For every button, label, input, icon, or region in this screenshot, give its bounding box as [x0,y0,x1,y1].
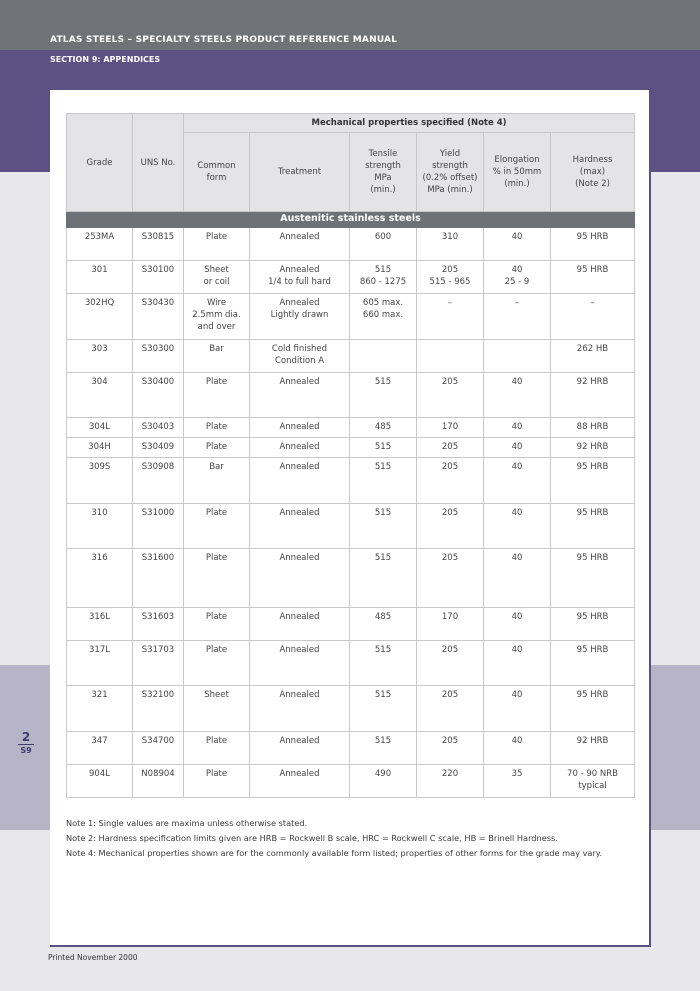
cell-elongation [484,294,551,340]
cell-treatment [250,641,350,686]
cell-grade: 317L [67,641,133,686]
cell-common-form [184,228,250,261]
cell-line: 40 [511,690,523,700]
cell-uns-number: S30100 [133,261,184,294]
col-header-elongation-line: (min.) [504,179,530,189]
table-row [67,686,635,732]
cell-line: 95 HRB [576,690,609,700]
cell-line: 40 [511,377,523,387]
table-row [67,340,635,373]
cell-yield-strength [417,549,484,608]
cell-line: – [590,298,595,308]
cell-common-form [184,458,250,504]
cell-line: Plate [205,769,228,779]
cell-line: Annealed [279,690,320,700]
page-number: 2 [18,730,34,745]
page-number-tab [18,730,34,757]
col-header-form-line: Common [197,161,236,171]
cell-uns-number: S30300 [133,340,184,373]
category-row [67,212,635,228]
cell-line: Plate [205,553,228,563]
cell-line: 95 HRB [576,645,609,655]
cell-tensile-strength [350,765,417,798]
cell-line: – [514,298,520,308]
cell-line: Annealed [279,612,320,622]
cell-line: 70 - 90 NRB [567,769,618,779]
note-1: Note 1: Single values are maxima unless otherwise stated. [66,818,308,828]
cell-elongation [484,261,551,294]
cell-tensile-strength [350,686,417,732]
col-header-hardness-line: Hardness [572,155,613,165]
cell-yield-strength [417,228,484,261]
section-title: SECTION 9: APPENDICES [50,55,161,64]
cell-line: Annealed [279,298,320,308]
cell-treatment [250,294,350,340]
cell-line: Annealed [279,508,320,518]
cell-line: 205 [441,553,459,563]
cell-line: 1/4 to full hard [268,277,331,287]
cell-line: 92 HRB [576,442,609,452]
cell-grade: 304L [67,418,133,438]
cell-treatment [250,765,350,798]
cell-line: Annealed [279,442,320,452]
cell-common-form [184,686,250,732]
col-header-tensile-line: MPa [374,173,392,183]
cell-line: Plate [205,645,228,655]
cell-common-form [184,549,250,608]
cell-uns-number: S34700 [133,732,184,765]
cell-hardness [551,261,635,294]
mechanical-properties-table [66,113,635,798]
col-header-yield-line: Yield [439,149,461,159]
cell-line: 40 [511,612,523,622]
cell-uns-number: S30403 [133,418,184,438]
cell-grade: 310 [67,504,133,549]
cell-uns-number: S31000 [133,504,184,549]
cell-yield-strength [417,438,484,458]
cell-grade: 316L [67,608,133,641]
cell-uns-number: S31703 [133,641,184,686]
cell-grade: 321 [67,686,133,732]
cell-line: 515 [374,442,392,452]
group-header-mechanical: Mechanical properties specified (Note 4) [184,114,635,133]
cell-grade: 309S [67,458,133,504]
table-row [67,549,635,608]
cell-uns-number: S30815 [133,228,184,261]
cell-line: Lightly drawn [270,310,329,320]
cell-elongation [484,686,551,732]
cell-uns-number: S30908 [133,458,184,504]
cell-line: Annealed [279,265,320,275]
cell-line: Sheet [204,265,229,275]
table-row [67,504,635,549]
cell-line: 95 HRB [576,265,609,275]
col-header-hardness-line: (Note 2) [575,179,610,189]
cell-tensile-strength [350,228,417,261]
cell-line: Annealed [279,553,320,563]
cell-yield-strength [417,294,484,340]
col-header-hardness [551,133,635,212]
cell-line: or coil [203,277,230,287]
cell-line: 35 [511,769,523,779]
cell-grade: 303 [67,340,133,373]
cell-line: 205 [441,265,459,275]
cell-elongation [484,340,551,373]
col-header-elongation-line: % in 50mm [492,167,542,177]
cell-grade: 253MA [67,228,133,261]
cell-line: 25 - 9 [504,277,530,287]
cell-common-form [184,641,250,686]
cell-hardness [551,641,635,686]
col-header-tensile-line: (min.) [370,185,396,195]
cell-line: 40 [511,422,523,432]
cell-common-form [184,765,250,798]
cell-grade: 302HQ [67,294,133,340]
table-row [67,458,635,504]
cell-hardness [551,340,635,373]
cell-common-form [184,418,250,438]
cell-hardness [551,732,635,765]
cell-uns-number: S30430 [133,294,184,340]
cell-line: Plate [205,612,228,622]
cell-hardness [551,504,635,549]
cell-tensile-strength [350,641,417,686]
cell-line: 660 max. [362,310,404,320]
cell-elongation [484,438,551,458]
cell-line: 92 HRB [576,736,609,746]
cell-uns-number: S31600 [133,549,184,608]
cell-elongation [484,765,551,798]
cell-treatment [250,261,350,294]
notes [66,816,602,861]
cell-line: 205 [441,442,459,452]
col-header-yield-line: (0.2% offset) [422,173,478,183]
cell-hardness [551,458,635,504]
cell-line: Annealed [279,645,320,655]
cell-line: 515 [374,736,392,746]
cell-line: Plate [205,232,228,242]
cell-treatment [250,504,350,549]
cell-yield-strength [417,340,484,373]
cell-line: 40 [511,736,523,746]
cell-hardness [551,418,635,438]
cell-line: 205 [441,736,459,746]
cell-line: 515 [374,508,392,518]
cell-line: 515 [374,553,392,563]
cell-line: 92 HRB [576,377,609,387]
cell-line: 205 [441,377,459,387]
cell-treatment [250,373,350,418]
table-row [67,373,635,418]
cell-line: 95 HRB [576,612,609,622]
cell-grade: 316 [67,549,133,608]
cell-line: Plate [205,377,228,387]
cell-common-form [184,294,250,340]
table-body [67,212,635,798]
cell-line: 2.5mm dia. [192,310,241,320]
col-header-grade: Grade [67,114,133,212]
cell-yield-strength [417,641,484,686]
cell-line: typical [578,781,607,791]
cell-line: Annealed [279,377,320,387]
cell-line: 220 [441,769,459,779]
cell-yield-strength [417,418,484,438]
cell-tensile-strength [350,504,417,549]
table-row [67,732,635,765]
cell-grade: 304H [67,438,133,458]
cell-line: Cold finished [271,344,328,354]
cell-line: Annealed [279,736,320,746]
cell-line: Annealed [279,462,320,472]
cell-line: 515 [374,690,392,700]
cell-grade: 304 [67,373,133,418]
cell-tensile-strength [350,608,417,641]
cell-elongation [484,228,551,261]
cell-line: Wire [206,298,227,308]
cell-line: 40 [511,508,523,518]
cell-hardness [551,549,635,608]
cell-line: Bar [209,344,224,354]
cell-elongation [484,418,551,438]
cell-common-form [184,340,250,373]
cell-tensile-strength [350,549,417,608]
cell-tensile-strength [350,373,417,418]
cell-line: 515 [374,645,392,655]
cell-line: Plate [205,508,228,518]
cell-common-form [184,732,250,765]
cell-line: 88 HRB [576,422,609,432]
cell-yield-strength [417,373,484,418]
cell-treatment [250,608,350,641]
table-row [67,765,635,798]
cell-line: Plate [205,422,228,432]
table-row [67,641,635,686]
col-header-form [184,133,250,212]
cell-line: Condition A [274,356,325,366]
cell-treatment [250,340,350,373]
col-header-tensile-line: Tensile [368,149,398,159]
cell-line: 485 [374,422,392,432]
cell-line: 95 HRB [576,553,609,563]
cell-treatment [250,458,350,504]
table-row [67,608,635,641]
cell-common-form [184,608,250,641]
cell-line: 600 [374,232,392,242]
table-row [67,418,635,438]
cell-common-form [184,261,250,294]
cell-treatment [250,418,350,438]
cell-uns-number: S31603 [133,608,184,641]
cell-tensile-strength [350,261,417,294]
cell-yield-strength [417,608,484,641]
cell-line: Bar [209,462,224,472]
cell-tensile-strength [350,340,417,373]
cell-line: 95 HRB [576,508,609,518]
col-header-uns: UNS No. [133,114,184,212]
cell-line: 40 [511,442,523,452]
table-row [67,261,635,294]
cell-line: 490 [374,769,392,779]
cell-line: 40 [511,645,523,655]
cell-uns-number: S30400 [133,373,184,418]
col-header-hardness-line: (max) [579,167,606,177]
cell-yield-strength [417,765,484,798]
col-header-form-line: form [206,173,227,183]
cell-line: 860 - 1275 [359,277,407,287]
cell-line: 95 HRB [576,232,609,242]
cell-line: Annealed [279,422,320,432]
cell-line: Plate [205,736,228,746]
cell-line: Annealed [279,769,320,779]
cell-treatment [250,228,350,261]
col-header-tensile-line: strength [365,161,401,171]
cell-treatment [250,549,350,608]
cell-line: 40 [511,462,523,472]
table-row [67,228,635,261]
note-4: Note 4: Mechanical properties shown are for the commonly available form listed; properties of other forms for the grade may vary. [66,848,603,858]
cell-elongation [484,641,551,686]
cell-line: 205 [441,462,459,472]
cell-line: Sheet [204,690,229,700]
table-row [67,438,635,458]
note-2: Note 2: Hardness specification limits given are HRB = Rockwell B scale, HRC = Rockwell C scale, HB = Brinell Hardness. [66,833,558,843]
cell-elongation [484,373,551,418]
cell-uns-number: S30409 [133,438,184,458]
cell-tensile-strength [350,294,417,340]
page-section-code: S9 [20,746,32,755]
cell-line: 40 [511,553,523,563]
cell-elongation [484,732,551,765]
cell-grade: 347 [67,732,133,765]
cell-line: Annealed [279,232,320,242]
cell-line: 310 [441,232,459,242]
cell-treatment [250,686,350,732]
cell-line: 170 [441,422,459,432]
cell-line: 95 HRB [576,462,609,472]
col-header-treatment: Treatment [250,133,350,212]
manual-title: ATLAS STEELS – SPECIALTY STEELS PRODUCT REFERENCE MANUAL [50,35,398,45]
cell-line: 485 [374,612,392,622]
cell-line: 40 [511,232,523,242]
cell-yield-strength [417,458,484,504]
cell-line: 515 [374,265,392,275]
cell-hardness [551,438,635,458]
cell-elongation [484,458,551,504]
cell-line: 515 - 965 [429,277,471,287]
cell-grade: 301 [67,261,133,294]
cell-line: 262 HB [576,344,609,354]
col-header-elongation [484,133,551,212]
category-label: Austenitic stainless steels [67,212,635,228]
cell-uns-number: N08904 [133,765,184,798]
cell-hardness [551,294,635,340]
col-header-tensile [350,133,417,212]
cell-line: – [447,298,453,308]
cell-hardness [551,228,635,261]
print-date: Printed November 2000 [48,953,138,962]
cell-elongation [484,504,551,549]
cell-tensile-strength [350,438,417,458]
col-header-yield-line: MPa (min.) [427,185,473,195]
cell-line: 205 [441,690,459,700]
cell-elongation [484,608,551,641]
cell-hardness [551,765,635,798]
cell-common-form [184,504,250,549]
cell-elongation [484,549,551,608]
col-header-elongation-line: Elongation [494,155,540,165]
cell-hardness [551,608,635,641]
cell-tensile-strength [350,458,417,504]
cell-line: and over [197,322,236,332]
cell-line: 515 [374,462,392,472]
table-row [67,294,635,340]
cell-hardness [551,373,635,418]
cell-uns-number: S32100 [133,686,184,732]
cell-line: 515 [374,377,392,387]
cell-tensile-strength [350,418,417,438]
cell-treatment [250,438,350,458]
cell-yield-strength [417,686,484,732]
cell-yield-strength [417,261,484,294]
cell-line: Plate [205,442,228,452]
content-panel [50,90,651,947]
cell-tensile-strength [350,732,417,765]
cell-line: 40 [511,265,523,275]
cell-line: 605 max. [362,298,404,308]
cell-line: 205 [441,508,459,518]
cell-common-form [184,438,250,458]
col-header-yield-line: strength [432,161,468,171]
cell-hardness [551,686,635,732]
cell-line: 170 [441,612,459,622]
cell-line: 205 [441,645,459,655]
cell-common-form [184,373,250,418]
cell-yield-strength [417,732,484,765]
col-header-yield [417,133,484,212]
cell-treatment [250,732,350,765]
cell-grade: 904L [67,765,133,798]
cell-yield-strength [417,504,484,549]
